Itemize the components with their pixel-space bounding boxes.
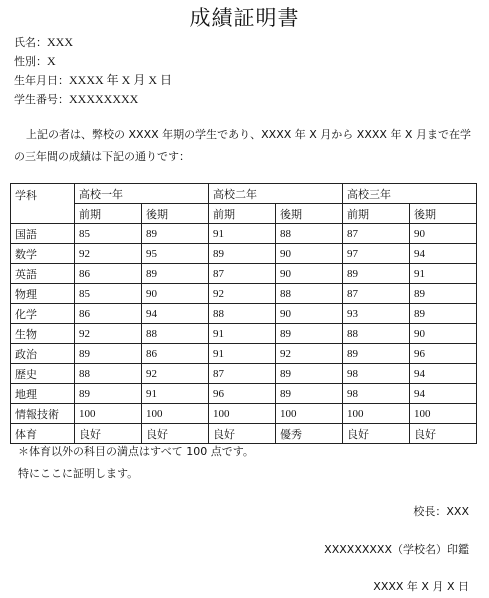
certification-text: 特にここに証明します。 bbox=[18, 467, 139, 480]
subject-cell: 情報技術 bbox=[11, 404, 75, 424]
grade-cell: 91 bbox=[209, 324, 276, 344]
name-line bbox=[14, 35, 73, 50]
grade-cell: 100 bbox=[343, 404, 410, 424]
grade-cell: 89 bbox=[142, 264, 209, 284]
principal-signature: 校長：XXX bbox=[413, 505, 469, 518]
grade-cell: 良好 bbox=[209, 424, 276, 444]
gender-label: 性別： bbox=[14, 55, 47, 68]
grade-cell: 89 bbox=[276, 324, 343, 344]
grade-cell: 94 bbox=[410, 244, 477, 264]
grade-cell: 優秀 bbox=[276, 424, 343, 444]
grade-cell: 87 bbox=[343, 224, 410, 244]
table-row bbox=[11, 224, 477, 244]
table-row bbox=[11, 304, 477, 324]
name-value: XXX bbox=[47, 35, 73, 49]
birth-label: 生年月日： bbox=[14, 74, 69, 87]
grade-cell: 94 bbox=[410, 364, 477, 384]
grade-cell: 97 bbox=[343, 244, 410, 264]
grade-cell: 92 bbox=[276, 344, 343, 364]
table-row bbox=[11, 364, 477, 384]
subject-cell: 政治 bbox=[11, 344, 75, 364]
grade-cell: 92 bbox=[142, 364, 209, 384]
grade-cell: 90 bbox=[276, 264, 343, 284]
grade-cell: 良好 bbox=[75, 424, 142, 444]
table-row bbox=[11, 424, 477, 444]
grade-cell: 88 bbox=[276, 284, 343, 304]
grade-cell: 92 bbox=[209, 284, 276, 304]
grade-cell: 100 bbox=[410, 404, 477, 424]
subject-cell: 地理 bbox=[11, 384, 75, 404]
grade-cell: 87 bbox=[209, 264, 276, 284]
grade-cell: 90 bbox=[410, 224, 477, 244]
grade-cell: 89 bbox=[410, 284, 477, 304]
grades-table bbox=[10, 183, 477, 444]
grade-cell: 85 bbox=[75, 284, 142, 304]
table-row bbox=[11, 244, 477, 264]
subject-cell: 化学 bbox=[11, 304, 75, 324]
gender-value: X bbox=[47, 54, 56, 68]
student-number-value: XXXXXXXX bbox=[69, 92, 139, 106]
grade-cell: 86 bbox=[142, 344, 209, 364]
table-row bbox=[11, 384, 477, 404]
grade-cell: 96 bbox=[209, 384, 276, 404]
grade-cell: 87 bbox=[209, 364, 276, 384]
grade-cell: 90 bbox=[142, 284, 209, 304]
grade-cell: 94 bbox=[410, 384, 477, 404]
grade-cell: 92 bbox=[75, 324, 142, 344]
grade-cell: 89 bbox=[276, 364, 343, 384]
student-number-line bbox=[14, 92, 138, 107]
grade-cell: 86 bbox=[75, 264, 142, 284]
grade-cell: 100 bbox=[276, 404, 343, 424]
grade-cell: 88 bbox=[75, 364, 142, 384]
footnote: ＊体育以外の科目の満点はすべて 100 点です。 bbox=[18, 445, 254, 458]
student-number-label: 学生番号： bbox=[14, 93, 69, 106]
grade-cell: 96 bbox=[410, 344, 477, 364]
year-header-3: 高校三年 bbox=[343, 184, 477, 204]
gender-line bbox=[14, 54, 56, 69]
grade-cell: 89 bbox=[343, 344, 410, 364]
grade-cell: 89 bbox=[410, 304, 477, 324]
year-header-1: 高校一年 bbox=[75, 184, 209, 204]
issue-date: XXXX 年 X 月 X 日 bbox=[373, 580, 469, 593]
subject-cell: 英語 bbox=[11, 264, 75, 284]
grade-cell: 100 bbox=[142, 404, 209, 424]
table-row bbox=[11, 404, 477, 424]
term-header: 前期 bbox=[75, 204, 142, 224]
grade-cell: 100 bbox=[209, 404, 276, 424]
grade-cell: 89 bbox=[142, 224, 209, 244]
grade-cell: 89 bbox=[276, 384, 343, 404]
term-header: 前期 bbox=[209, 204, 276, 224]
grade-cell: 92 bbox=[75, 244, 142, 264]
year-header-row bbox=[11, 184, 477, 204]
table-row bbox=[11, 264, 477, 284]
grade-cell: 89 bbox=[343, 264, 410, 284]
statement-paragraph: 上記の者は、弊校の XXXX 年期の学生であり、XXXX 年 X 月から XXXX 年 X 月まで在学の三年間の成績は下記の通りです： bbox=[14, 128, 471, 163]
school-seal-line: XXXXXXXXX（学校名）印鑑 bbox=[324, 543, 469, 556]
grade-cell: 87 bbox=[343, 284, 410, 304]
grade-cell: 88 bbox=[276, 224, 343, 244]
year-header-2: 高校二年 bbox=[209, 184, 343, 204]
birth-value: XXXX 年 X 月 X 日 bbox=[69, 73, 172, 87]
grade-cell: 95 bbox=[142, 244, 209, 264]
grade-cell: 良好 bbox=[410, 424, 477, 444]
grade-cell: 86 bbox=[75, 304, 142, 324]
subject-cell: 体育 bbox=[11, 424, 75, 444]
grade-cell: 88 bbox=[343, 324, 410, 344]
subject-cell: 国語 bbox=[11, 224, 75, 244]
grade-cell: 98 bbox=[343, 364, 410, 384]
grade-cell: 90 bbox=[276, 244, 343, 264]
document-title: 成績証明書 bbox=[189, 6, 300, 30]
table-row bbox=[11, 284, 477, 304]
grade-cell: 100 bbox=[75, 404, 142, 424]
grade-cell: 91 bbox=[410, 264, 477, 284]
grade-cell: 88 bbox=[142, 324, 209, 344]
grade-cell: 91 bbox=[209, 344, 276, 364]
grade-cell: 88 bbox=[209, 304, 276, 324]
grade-cell: 93 bbox=[343, 304, 410, 324]
subject-cell: 生物 bbox=[11, 324, 75, 344]
grade-cell: 89 bbox=[209, 244, 276, 264]
grade-cell: 91 bbox=[142, 384, 209, 404]
grade-cell: 90 bbox=[410, 324, 477, 344]
grades-table-body bbox=[11, 184, 477, 444]
subject-cell: 数学 bbox=[11, 244, 75, 264]
table-row bbox=[11, 344, 477, 364]
subject-header: 学科 bbox=[11, 184, 75, 224]
term-header: 後期 bbox=[276, 204, 343, 224]
grade-cell: 89 bbox=[75, 344, 142, 364]
term-header: 前期 bbox=[343, 204, 410, 224]
grade-cell: 89 bbox=[75, 384, 142, 404]
grade-cell: 良好 bbox=[142, 424, 209, 444]
table-row bbox=[11, 324, 477, 344]
birth-line bbox=[14, 73, 172, 88]
term-header-row bbox=[11, 204, 477, 224]
grade-cell: 85 bbox=[75, 224, 142, 244]
term-header: 後期 bbox=[142, 204, 209, 224]
subject-cell: 歴史 bbox=[11, 364, 75, 384]
grade-cell: 91 bbox=[209, 224, 276, 244]
term-header: 後期 bbox=[410, 204, 477, 224]
grade-cell: 良好 bbox=[343, 424, 410, 444]
grade-cell: 98 bbox=[343, 384, 410, 404]
grade-cell: 94 bbox=[142, 304, 209, 324]
name-label: 氏名： bbox=[14, 36, 47, 49]
subject-cell: 物理 bbox=[11, 284, 75, 304]
grade-cell: 90 bbox=[276, 304, 343, 324]
